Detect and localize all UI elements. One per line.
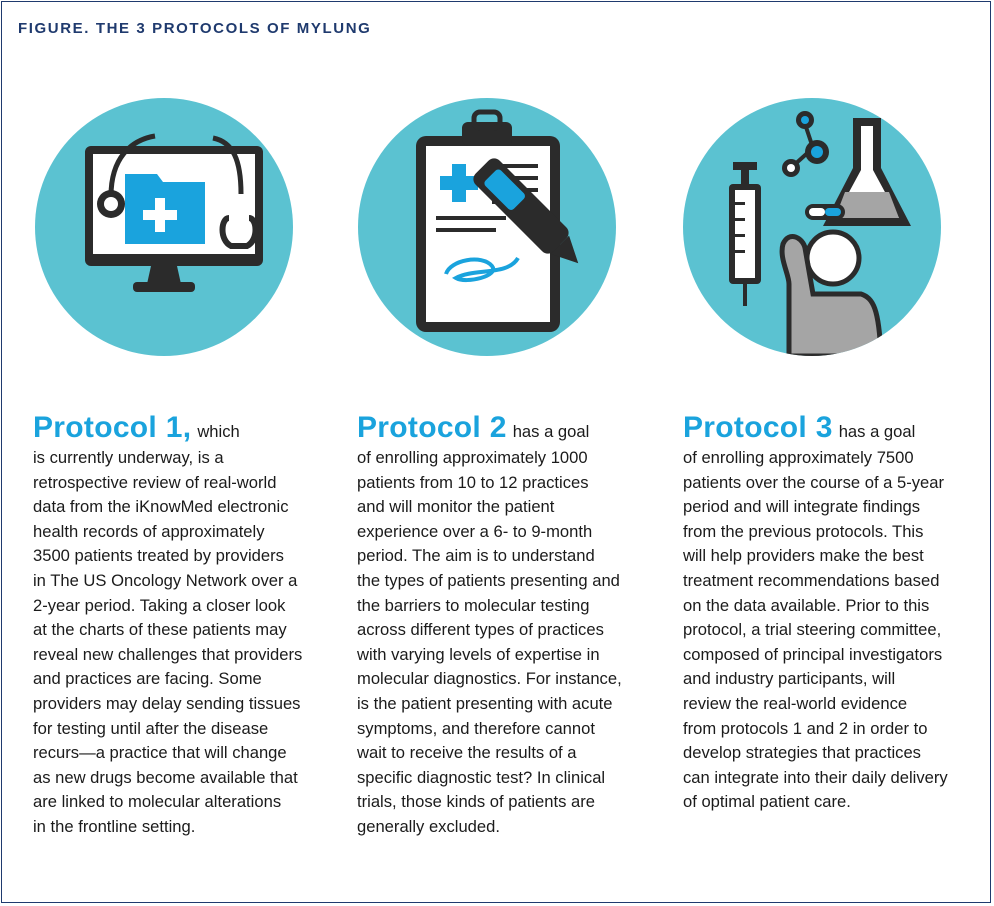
- protocol-3-line: of enrolling approximately 7500: [683, 448, 914, 467]
- protocol-2-line: is the patient presenting with acute: [357, 693, 613, 713]
- protocol-3-line: patients over the course of a 5-year: [683, 472, 945, 492]
- protocol-1-line: 3500 patients treated by providers: [33, 546, 284, 566]
- protocol-3-line: develop strategies that practices: [683, 743, 921, 763]
- protocol-1-line: and practices are facing. Some: [33, 669, 262, 689]
- protocol-3-line: of optimal patient care.: [683, 792, 851, 812]
- protocol-2-line: the types of patients presenting and: [357, 570, 620, 590]
- protocol-3-line: treatment recommendations based: [683, 570, 940, 590]
- protocol-3-illustration: [683, 98, 941, 356]
- protocol-2-line: with varying levels of expertise in: [357, 644, 600, 664]
- protocol-2-line: symptoms, and therefore cannot: [357, 718, 595, 738]
- protocol-2-line: trials, those kinds of patients are: [357, 792, 595, 812]
- protocol-1-line: are linked to molecular alterations: [33, 792, 282, 812]
- protocol-2-line: specific diagnostic test? In clinical: [357, 767, 606, 787]
- protocol-2-column: [357, 410, 657, 840]
- protocol-2-heading: Protocol 2: [357, 411, 507, 444]
- protocol-1-line: for testing until after the disease: [33, 718, 269, 738]
- protocol-1-column: [33, 410, 333, 840]
- protocol-1-line: providers may delay sending tissues: [33, 693, 301, 713]
- protocol-2-line: molecular diagnostics. For instance,: [357, 669, 622, 689]
- figure-title-text: THE 3 PROTOCOLS OF MYLUNG: [95, 20, 372, 37]
- protocol-1-line: recurs—a practice that will change: [33, 743, 287, 763]
- protocol-3-column: [683, 410, 983, 815]
- clipboard-pen-icon: [358, 98, 616, 356]
- protocol-2-line: and will monitor the patient: [357, 497, 555, 517]
- protocol-1-line: reveal new challenges that providers: [33, 644, 303, 664]
- protocol-1-first-line: [33, 410, 333, 446]
- clinical-trial-icon: [683, 98, 941, 356]
- figure-frame: [1, 1, 991, 903]
- protocol-3-line: and industry participants, will: [683, 669, 896, 689]
- protocol-1-line: retrospective review of real-world: [33, 472, 277, 492]
- protocol-2-first-line: [357, 410, 657, 446]
- protocol-1-intro: which: [197, 422, 240, 441]
- protocol-2-line: wait to receive the results of a: [357, 743, 577, 763]
- protocol-3-line: on the data available. Prior to this: [683, 595, 930, 615]
- protocol-1-illustration: [35, 98, 293, 356]
- protocol-1-line: as new drugs become available that: [33, 767, 298, 787]
- protocol-3-line: protocol, a trial steering committee,: [683, 620, 942, 640]
- protocol-1-line: health records of approximately: [33, 521, 265, 541]
- protocol-1-heading: Protocol 1,: [33, 411, 192, 444]
- protocol-3-heading: Protocol 3: [683, 411, 833, 444]
- protocol-3-line: review the real-world evidence: [683, 693, 908, 713]
- protocol-2-line: patients from 10 to 12 practices: [357, 472, 589, 492]
- protocol-3-line: from the previous protocols. This: [683, 521, 924, 541]
- protocol-1-line: at the charts of these patients may: [33, 620, 287, 640]
- protocol-1-line: in the frontline setting.: [33, 816, 196, 836]
- protocol-1-line: data from the iKnowMed electronic: [33, 497, 289, 517]
- protocol-3-line: period and will integrate findings: [683, 497, 921, 517]
- protocol-2-illustration: [358, 98, 616, 356]
- protocol-2-line: the barriers to molecular testing: [357, 595, 590, 615]
- protocol-3-intro: has a goal: [838, 422, 916, 441]
- protocol-1-line: is currently underway, is a: [33, 448, 224, 467]
- protocol-3-line: can integrate into their daily delivery: [683, 767, 948, 787]
- protocol-2-line: experience over a 6- to 9-month: [357, 521, 593, 541]
- protocol-3-line: from protocols 1 and 2 in order to: [683, 718, 928, 738]
- protocol-2-line: across different types of practices: [357, 620, 604, 640]
- figure-label: FIGURE.: [18, 20, 91, 37]
- protocol-2-line: period. The aim is to understand: [357, 546, 595, 566]
- computer-medical-record-icon: [35, 98, 293, 356]
- protocol-2-line: generally excluded.: [357, 816, 500, 836]
- figure-title: [18, 20, 371, 37]
- protocol-1-line: 2-year period. Taking a closer look: [33, 595, 286, 615]
- protocol-3-line: will help providers make the best: [683, 546, 924, 566]
- protocol-1-line: in The US Oncology Network over a: [33, 570, 298, 590]
- protocol-2-intro: has a goal: [512, 422, 590, 441]
- protocol-2-line: of enrolling approximately 1000: [357, 448, 588, 467]
- protocol-3-line: composed of principal investigators: [683, 644, 943, 664]
- protocol-3-first-line: [683, 410, 983, 446]
